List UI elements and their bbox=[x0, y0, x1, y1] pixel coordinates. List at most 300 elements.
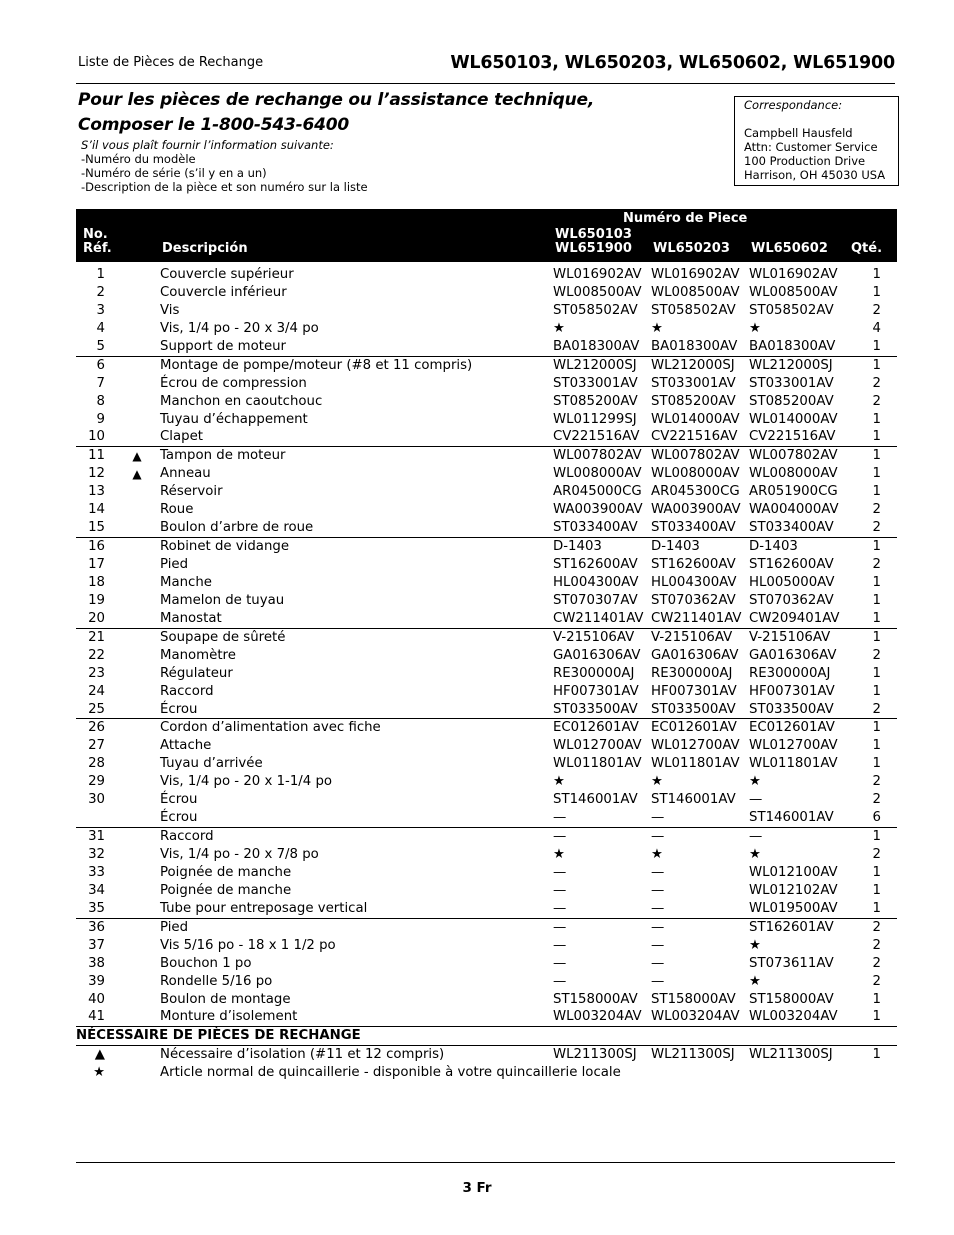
correspondence-box bbox=[734, 96, 899, 186]
ref-cell: 15 bbox=[88, 520, 105, 536]
part-number-cell: WL012700AV bbox=[553, 738, 642, 754]
address-line: 100 Production Drive bbox=[744, 154, 866, 168]
qty-cell: 1 bbox=[872, 756, 881, 772]
qty-cell: 1 bbox=[872, 900, 881, 916]
part-number-cell: CV221516AV bbox=[651, 429, 738, 445]
table-row bbox=[76, 718, 897, 737]
part-number-cell: WL016902AV bbox=[651, 267, 740, 282]
part-number-cell: WL007802AV bbox=[749, 448, 838, 464]
ref-cell: 3 bbox=[96, 302, 105, 318]
description-cell: Vis, 1/4 po - 20 x 7/8 po bbox=[160, 847, 319, 862]
part-number-cell: HL005000AV bbox=[749, 574, 835, 590]
model-c-header: WL650602 bbox=[751, 241, 828, 256]
qty-cell: 1 bbox=[872, 720, 881, 736]
ref-cell: 30 bbox=[88, 792, 105, 808]
description-cell: Manomètre bbox=[160, 647, 236, 663]
qty-cell: 1 bbox=[872, 629, 881, 645]
ref-cell: 29 bbox=[88, 774, 105, 790]
table-row bbox=[76, 483, 897, 501]
info-block bbox=[81, 138, 368, 194]
part-number-cell: AR045300CG bbox=[651, 484, 740, 500]
qty-cell: 1 bbox=[872, 738, 881, 754]
table-row bbox=[76, 556, 897, 574]
part-number-cell: WA004000AV bbox=[749, 502, 839, 518]
part-number-cell: GA016306AV bbox=[651, 647, 739, 663]
part-number-cell: WL014000AV bbox=[651, 411, 740, 427]
parts-table-header bbox=[76, 209, 897, 262]
table-row bbox=[76, 991, 897, 1009]
part-number-cell: WL211300SJ bbox=[553, 1047, 637, 1063]
qty-cell: 6 bbox=[872, 810, 881, 826]
ref-cell: 40 bbox=[88, 991, 105, 1007]
qty-cell: 2 bbox=[872, 847, 881, 862]
table-row bbox=[76, 628, 897, 647]
ref-header-line2: Réf. bbox=[83, 241, 112, 256]
part-number-cell: HL004300AV bbox=[553, 574, 639, 590]
qty-cell: 1 bbox=[872, 338, 881, 354]
part-number-cell: WL012102AV bbox=[749, 882, 838, 898]
qty-cell: 2 bbox=[872, 393, 881, 409]
ref-cell: 25 bbox=[88, 701, 105, 717]
ref-cell: 17 bbox=[88, 557, 105, 572]
address-line: Campbell Hausfeld bbox=[744, 126, 853, 140]
table-row bbox=[76, 501, 897, 519]
description-cell: Manche bbox=[160, 574, 212, 590]
description-cell: Vis 5/16 po - 18 x 1 1/2 po bbox=[160, 937, 336, 953]
ref-cell: 28 bbox=[88, 756, 105, 772]
part-number-cell: ★ bbox=[749, 937, 761, 953]
part-number-cell: WL019500AV bbox=[749, 900, 838, 916]
part-number-cell: — bbox=[651, 810, 665, 826]
table-row bbox=[76, 320, 897, 338]
part-number-cell: ST158000AV bbox=[553, 991, 638, 1007]
part-number-cell: WL011299SJ bbox=[553, 411, 637, 427]
part-number-cell: WL211300SJ bbox=[749, 1047, 833, 1063]
part-number-cell: ST033500AV bbox=[553, 701, 638, 717]
part-number-cell: — bbox=[553, 937, 567, 953]
info-intro: S’il vous plaît fournir l’information suivante: bbox=[81, 138, 334, 152]
description-cell: Écrou bbox=[160, 792, 198, 808]
footer-divider bbox=[76, 1162, 895, 1163]
ref-cell: 22 bbox=[88, 647, 105, 663]
part-number-cell: ST162600AV bbox=[651, 557, 736, 572]
part-number-cell: WL008500AV bbox=[651, 284, 740, 300]
marker-icon: ▲ bbox=[132, 467, 142, 482]
part-number-cell: HF007301AV bbox=[651, 683, 737, 699]
part-number-cell: RE300000AJ bbox=[749, 665, 831, 681]
ref-cell: 31 bbox=[88, 829, 105, 845]
description-cell: Vis, 1/4 po - 20 x 3/4 po bbox=[160, 320, 319, 336]
table-row bbox=[76, 1008, 897, 1026]
description-cell: Boulon de montage bbox=[160, 991, 291, 1007]
ref-cell: 34 bbox=[88, 882, 105, 898]
part-number-cell: ★ bbox=[749, 847, 761, 862]
qty-cell: 1 bbox=[872, 411, 881, 427]
part-number-cell: ST058502AV bbox=[651, 302, 736, 318]
description-cell: Roue bbox=[160, 502, 194, 518]
table-row bbox=[76, 284, 897, 302]
part-number-cell: D-1403 bbox=[553, 539, 602, 555]
qty-cell: 4 bbox=[872, 320, 881, 336]
part-number-cell: — bbox=[553, 919, 567, 935]
qty-cell: 1 bbox=[872, 267, 881, 282]
model-a-header-line2: WL651900 bbox=[555, 241, 632, 256]
part-number-cell: RE300000AJ bbox=[651, 665, 733, 681]
qty-cell: 1 bbox=[872, 882, 881, 898]
part-number-cell: WL011801AV bbox=[651, 756, 740, 772]
ref-cell: 2 bbox=[96, 284, 105, 300]
part-number-cell: ST033400AV bbox=[651, 520, 736, 536]
part-number-cell: — bbox=[651, 919, 665, 935]
part-number-cell: — bbox=[553, 882, 567, 898]
description-cell: Pied bbox=[160, 557, 189, 572]
part-number-cell: WL003204AV bbox=[749, 1009, 838, 1025]
part-number-cell: V-215106AV bbox=[749, 629, 831, 645]
part-number-cell: ST146001AV bbox=[749, 810, 834, 826]
info-item: -Numéro de série (s’il y en a un) bbox=[81, 166, 267, 180]
ref-cell: 41 bbox=[88, 1009, 105, 1025]
part-number-cell: EC012601AV bbox=[651, 720, 737, 736]
part-number-cell: WA003900AV bbox=[651, 502, 741, 518]
part-number-cell: ST158000AV bbox=[749, 991, 834, 1007]
description-cell: Montage de pompe/moteur (#8 et 11 compris) bbox=[160, 357, 473, 373]
part-number-cell: — bbox=[651, 882, 665, 898]
ref-cell: 8 bbox=[96, 393, 105, 409]
table-row bbox=[76, 338, 897, 356]
ref-cell: 14 bbox=[88, 502, 105, 518]
part-number-cell: ST033400AV bbox=[553, 520, 638, 536]
part-number-cell: ST033001AV bbox=[651, 375, 736, 391]
part-number-cell: BA018300AV bbox=[651, 338, 738, 354]
part-number-cell: — bbox=[553, 955, 567, 971]
ref-cell: 4 bbox=[96, 320, 105, 336]
table-row bbox=[76, 937, 897, 955]
part-number-cell: V-215106AV bbox=[651, 629, 733, 645]
triangle-icon: ▲ bbox=[94, 1047, 105, 1063]
part-number-cell: — bbox=[553, 864, 567, 880]
part-number-cell: WL016902AV bbox=[749, 267, 838, 282]
table-row bbox=[76, 519, 897, 537]
qty-cell: 2 bbox=[872, 774, 881, 790]
description-cell: Clapet bbox=[160, 429, 203, 445]
part-number-cell: — bbox=[651, 955, 665, 971]
part-number-cell: BA018300AV bbox=[553, 338, 640, 354]
table-row bbox=[76, 827, 897, 846]
phone-heading: Composer le 1-800-543-6400 bbox=[78, 115, 350, 135]
description-cell: Tube pour entreposage vertical bbox=[160, 900, 368, 916]
description-cell: Raccord bbox=[160, 683, 214, 699]
part-number-cell: WL008000AV bbox=[749, 466, 838, 482]
qty-cell: 2 bbox=[872, 937, 881, 953]
part-number-cell: — bbox=[651, 973, 665, 989]
part-number-cell: ★ bbox=[553, 320, 565, 336]
ref-cell: 12 bbox=[88, 466, 105, 482]
ref-header-line1: No. bbox=[83, 227, 108, 242]
part-number-cell: CV221516AV bbox=[749, 429, 836, 445]
table-row bbox=[76, 918, 897, 937]
ref-cell: 33 bbox=[88, 864, 105, 880]
table-row bbox=[76, 375, 897, 393]
qty-cell: 2 bbox=[872, 557, 881, 572]
part-number-cell: HL004300AV bbox=[651, 574, 737, 590]
ref-cell: 27 bbox=[88, 738, 105, 754]
description-cell: Nécessaire d’isolation (#11 et 12 compris) bbox=[160, 1047, 445, 1063]
description-cell: Couvercle inférieur bbox=[160, 284, 287, 300]
table-row bbox=[76, 773, 897, 791]
qty-cell: 1 bbox=[872, 864, 881, 880]
table-row bbox=[76, 955, 897, 973]
part-number-cell: GA016306AV bbox=[553, 647, 641, 663]
qty-cell: 1 bbox=[872, 357, 881, 373]
kit-title-text: NÉCESSAIRE DE PIÈCES DE RECHANGE bbox=[76, 1028, 361, 1044]
ref-cell: 37 bbox=[88, 937, 105, 953]
ref-cell: 16 bbox=[88, 539, 105, 555]
part-number-cell: — bbox=[651, 937, 665, 953]
part-number-cell: ST033500AV bbox=[749, 701, 834, 717]
part-number-cell: ST158000AV bbox=[651, 991, 736, 1007]
part-number-cell: ST033400AV bbox=[749, 520, 834, 536]
part-number-cell: WL008000AV bbox=[651, 466, 740, 482]
part-number-cell: WL008500AV bbox=[553, 284, 642, 300]
qty-cell: 1 bbox=[872, 683, 881, 699]
star-icon: ★ bbox=[93, 1065, 105, 1081]
qty-cell: 2 bbox=[872, 973, 881, 989]
qty-cell: 1 bbox=[872, 991, 881, 1007]
part-number-cell: D-1403 bbox=[749, 539, 798, 555]
table-row bbox=[76, 266, 897, 284]
assistance-heading: Pour les pièces de rechange ou l’assistance technique, bbox=[78, 90, 595, 110]
table-row bbox=[76, 537, 897, 556]
part-number-cell: HF007301AV bbox=[749, 683, 835, 699]
description-cell: Raccord bbox=[160, 829, 214, 845]
part-number-cell: ★ bbox=[749, 320, 761, 336]
part-number-cell: WL012700AV bbox=[651, 738, 740, 754]
ref-cell: 36 bbox=[88, 919, 105, 935]
table-row bbox=[76, 973, 897, 991]
part-number-cell: ST162600AV bbox=[553, 557, 638, 572]
part-number-cell: WL003204AV bbox=[553, 1009, 642, 1025]
info-item: -Numéro du modèle bbox=[81, 152, 196, 166]
ref-cell: 5 bbox=[96, 338, 105, 354]
part-number-cell: GA016306AV bbox=[749, 647, 837, 663]
model-a-header-line1: WL650103 bbox=[555, 227, 632, 242]
description-cell: Écrou bbox=[160, 701, 198, 717]
part-number-cell: ★ bbox=[651, 774, 663, 790]
hardware-note-row bbox=[76, 1064, 897, 1082]
part-number-cell: WL212000SJ bbox=[749, 357, 833, 373]
description-cell: Support de moteur bbox=[160, 338, 287, 354]
table-row bbox=[76, 701, 897, 719]
part-number-cell: ST146001AV bbox=[651, 792, 736, 808]
part-number-cell: — bbox=[651, 900, 665, 916]
qty-cell: 2 bbox=[872, 919, 881, 935]
parts-table-body bbox=[76, 266, 897, 1082]
description-cell: Tuyau d’échappement bbox=[160, 411, 308, 427]
qty-header: Qté. bbox=[851, 241, 883, 256]
table-row bbox=[76, 683, 897, 701]
table-row bbox=[76, 791, 897, 809]
description-cell: Réservoir bbox=[160, 484, 223, 500]
part-number-cell: EC012601AV bbox=[749, 720, 835, 736]
qty-cell: 1 bbox=[872, 429, 881, 445]
qty-cell: 1 bbox=[872, 466, 881, 482]
qty-cell: 1 bbox=[872, 1047, 881, 1063]
info-item: -Description de la pièce et son numéro sur la liste bbox=[81, 180, 368, 194]
part-number-cell: WL212000SJ bbox=[651, 357, 735, 373]
description-cell: Tampon de moteur bbox=[160, 448, 286, 464]
part-number-cell: ST085200AV bbox=[553, 393, 638, 409]
description-header: Descripción bbox=[162, 241, 248, 256]
part-number-cell: CW211401AV bbox=[651, 610, 742, 626]
ref-cell: 1 bbox=[96, 267, 105, 282]
part-number-cell: WL012700AV bbox=[749, 738, 838, 754]
description-cell: Poignée de manche bbox=[160, 882, 292, 898]
description-cell: Soupape de sûreté bbox=[160, 629, 286, 645]
qty-cell: 1 bbox=[872, 829, 881, 845]
part-number-cell: EC012601AV bbox=[553, 720, 639, 736]
part-number-cell: ★ bbox=[553, 774, 565, 790]
qty-cell: 1 bbox=[872, 665, 881, 681]
part-number-cell: ★ bbox=[749, 774, 761, 790]
qty-cell: 2 bbox=[872, 520, 881, 536]
description-cell: Couvercle supérieur bbox=[160, 267, 294, 282]
part-number-cell: — bbox=[553, 810, 567, 826]
description-cell: Mamelon de tuyau bbox=[160, 592, 285, 608]
part-number-cell: HF007301AV bbox=[553, 683, 639, 699]
part-number-cell: ST058502AV bbox=[553, 302, 638, 318]
part-number-cell: ST162600AV bbox=[749, 557, 834, 572]
part-number-cell: WL003204AV bbox=[651, 1009, 740, 1025]
part-number-cell: ST070307AV bbox=[553, 592, 638, 608]
qty-cell: 2 bbox=[872, 955, 881, 971]
table-row bbox=[76, 647, 897, 665]
part-number-cell: ST085200AV bbox=[749, 393, 834, 409]
qty-cell: 1 bbox=[872, 1009, 881, 1025]
part-number-cell: — bbox=[749, 792, 763, 808]
qty-cell: 1 bbox=[872, 610, 881, 626]
part-number-cell: WL212000SJ bbox=[553, 357, 637, 373]
table-row bbox=[76, 446, 897, 465]
table-row bbox=[76, 411, 897, 429]
address-line: Harrison, OH 45030 USA bbox=[744, 168, 886, 182]
qty-cell: 2 bbox=[872, 502, 881, 518]
ref-cell: 10 bbox=[88, 429, 105, 445]
part-number-cell: WL016902AV bbox=[553, 267, 642, 282]
qty-cell: 2 bbox=[872, 792, 881, 808]
part-number-cell: WL008000AV bbox=[553, 466, 642, 482]
ref-cell: 38 bbox=[88, 955, 105, 971]
table-row bbox=[76, 356, 897, 375]
description-cell: Rondelle 5/16 po bbox=[160, 973, 273, 989]
part-number-cell: ST085200AV bbox=[651, 393, 736, 409]
part-number-cell: WL007802AV bbox=[553, 448, 642, 464]
description-cell: Attache bbox=[160, 738, 212, 754]
table-row bbox=[76, 592, 897, 610]
part-number-cell: ★ bbox=[553, 847, 565, 862]
description-cell: Vis, 1/4 po - 20 x 1-1/4 po bbox=[160, 774, 333, 790]
ref-cell: 19 bbox=[88, 592, 105, 608]
description-cell: Bouchon 1 po bbox=[160, 955, 252, 971]
part-number-cell: ST070362AV bbox=[651, 592, 736, 608]
table-row bbox=[76, 755, 897, 773]
address-line: Attn: Customer Service bbox=[744, 140, 878, 154]
part-number-cell: ★ bbox=[651, 847, 663, 862]
table-row bbox=[76, 864, 897, 882]
part-number-cell: ST162601AV bbox=[749, 919, 834, 935]
part-number-cell: WL011801AV bbox=[749, 756, 838, 772]
table-row bbox=[76, 665, 897, 683]
ref-cell: 6 bbox=[96, 357, 105, 373]
table-row bbox=[76, 574, 897, 592]
ref-cell: 20 bbox=[88, 610, 105, 626]
part-number-cell: CV221516AV bbox=[553, 429, 640, 445]
description-cell: Tuyau d’arrivée bbox=[160, 756, 263, 772]
description-cell: Vis bbox=[160, 302, 180, 318]
model-b-header: WL650203 bbox=[653, 241, 730, 256]
ref-cell: 11 bbox=[88, 448, 105, 464]
part-number-cell: D-1403 bbox=[651, 539, 700, 555]
document-header-models: WL650103, WL650203, WL650602, WL651900 bbox=[450, 53, 895, 73]
part-number-cell: ST033001AV bbox=[553, 375, 638, 391]
table-row bbox=[76, 465, 897, 483]
document-header-left: Liste de Pièces de Rechange bbox=[78, 55, 264, 70]
qty-cell: 2 bbox=[872, 302, 881, 318]
page-number: 3 Fr bbox=[462, 1180, 492, 1196]
part-number-cell: WL008500AV bbox=[749, 284, 838, 300]
table-row bbox=[76, 882, 897, 900]
ref-cell: 32 bbox=[88, 847, 105, 862]
part-number-cell: ST033500AV bbox=[651, 701, 736, 717]
part-number-cell: AR045000CG bbox=[553, 484, 642, 500]
qty-cell: 1 bbox=[872, 484, 881, 500]
part-number-cell: ★ bbox=[749, 973, 761, 989]
correspondence-label: Correspondance: bbox=[744, 98, 843, 112]
qty-cell: 2 bbox=[872, 701, 881, 717]
table-row bbox=[76, 610, 897, 628]
description-cell: Boulon d’arbre de roue bbox=[160, 520, 314, 536]
part-number-cell: WL012100AV bbox=[749, 864, 838, 880]
ref-cell: 13 bbox=[88, 484, 105, 500]
description-cell: Pied bbox=[160, 919, 189, 935]
part-number-cell: BA018300AV bbox=[749, 338, 836, 354]
part-number-cell: WL007802AV bbox=[651, 448, 740, 464]
description-cell: Manchon en caoutchouc bbox=[160, 393, 323, 409]
part-number-cell: — bbox=[651, 864, 665, 880]
part-number-cell: — bbox=[651, 829, 665, 845]
part-number-cell: ST058502AV bbox=[749, 302, 834, 318]
description-cell: Régulateur bbox=[160, 665, 233, 681]
part-number-cell: WL011801AV bbox=[553, 756, 642, 772]
qty-cell: 2 bbox=[872, 647, 881, 663]
ref-cell: 9 bbox=[96, 411, 105, 427]
ref-cell: 35 bbox=[88, 900, 105, 916]
table-row bbox=[76, 737, 897, 755]
description-cell: Robinet de vidange bbox=[160, 539, 290, 555]
part-number-cell: WL211300SJ bbox=[651, 1047, 735, 1063]
header-divider bbox=[76, 83, 895, 84]
part-number-cell: ST146001AV bbox=[553, 792, 638, 808]
table-row bbox=[76, 900, 897, 918]
kit-section-title bbox=[76, 1026, 897, 1045]
part-number-cell: ST070362AV bbox=[749, 592, 834, 608]
part-number-cell: — bbox=[749, 829, 763, 845]
table-row bbox=[76, 809, 897, 827]
table-row bbox=[76, 302, 897, 320]
hardware-note-text: Article normal de quincaillerie - disponible à votre quincaillerie locale bbox=[160, 1065, 621, 1081]
part-number-cell: — bbox=[553, 973, 567, 989]
part-number-cell: AR051900CG bbox=[749, 484, 838, 500]
part-number-cell: ST033001AV bbox=[749, 375, 834, 391]
